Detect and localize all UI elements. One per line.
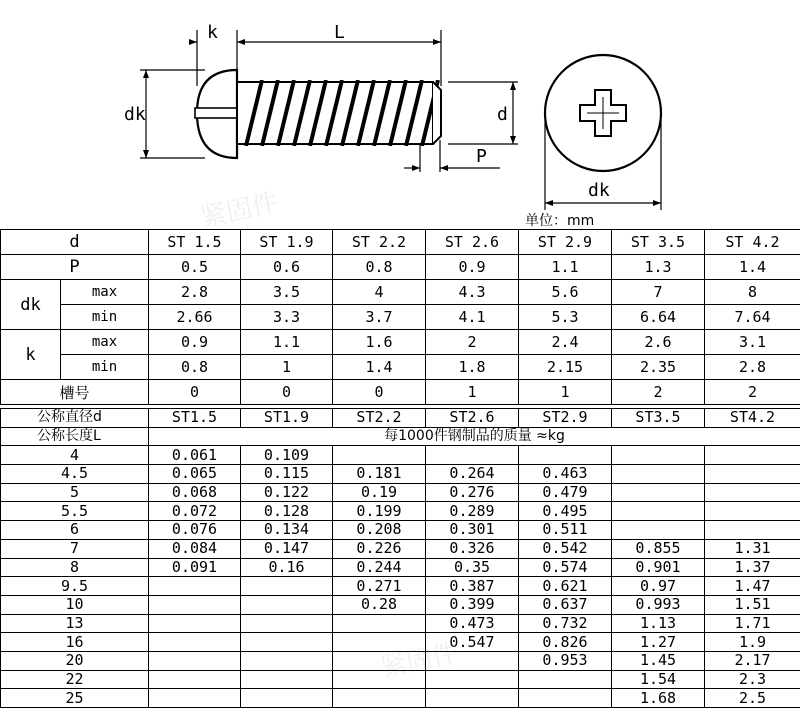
k-max-cell: 3.1 (705, 330, 800, 355)
mass-value-cell: 1.37 (705, 558, 800, 577)
mass-value-cell (241, 614, 333, 633)
mass-value-cell: 0.084 (149, 539, 241, 558)
spec-row-d (1, 230, 800, 255)
k-max-cell: 2.6 (612, 330, 705, 355)
mass-value-cell (241, 633, 333, 652)
length-cell: 7 (1, 539, 149, 558)
dk-min-cell: 4.1 (426, 305, 519, 330)
mass-value-cell: 0.732 (519, 614, 612, 633)
mass-value-cell (149, 689, 241, 708)
dk-min-cell: 3.3 (241, 305, 333, 330)
screw-drawing (0, 0, 800, 226)
mass-value-cell: 1.47 (705, 577, 800, 596)
mass-size-cell: ST2.6 (426, 409, 519, 428)
spec-row-slot (1, 380, 800, 405)
k-min-cell: 0.8 (149, 355, 241, 380)
mass-value-cell (705, 521, 800, 540)
length-cell: 22 (1, 670, 149, 689)
mass-value-cell (519, 689, 612, 708)
pitch-cell: 0.6 (241, 255, 333, 280)
mass-value-cell: 0.061 (149, 446, 241, 465)
spec-row-k-max (1, 330, 800, 355)
dk-side-label: dk (124, 104, 146, 125)
mass-size-cell: ST2.2 (333, 409, 426, 428)
mass-value-cell: 0.621 (519, 577, 612, 596)
length-cell: 6 (1, 521, 149, 540)
mass-value-cell: 1.51 (705, 595, 800, 614)
mass-value-cell: 1.9 (705, 633, 800, 652)
k-max-cell: 0.9 (149, 330, 241, 355)
k-max-cell: 1.1 (241, 330, 333, 355)
k-min-cell: 1.8 (426, 355, 519, 380)
mass-value-cell: 0.244 (333, 558, 426, 577)
dk-max-cell: 7 (612, 280, 705, 305)
slot-cell: 1 (426, 380, 519, 405)
mass-value-cell: 2.17 (705, 651, 800, 670)
mass-value-cell: 0.953 (519, 651, 612, 670)
mass-value-cell: 0.199 (333, 502, 426, 521)
mass-row (1, 577, 800, 596)
mass-value-cell (149, 595, 241, 614)
length-cell: 5.5 (1, 502, 149, 521)
mass-value-cell (612, 483, 705, 502)
P-header: P (1, 255, 149, 280)
mass-value-cell (705, 446, 800, 465)
mass-row (1, 446, 800, 465)
mass-value-cell: 0.35 (426, 558, 519, 577)
mass-value-cell: 1.71 (705, 614, 800, 633)
mass-value-cell (333, 651, 426, 670)
mass-row (1, 633, 800, 652)
length-cell: 10 (1, 595, 149, 614)
mass-value-cell: 0.122 (241, 483, 333, 502)
mass-value-cell: 0.28 (333, 595, 426, 614)
mass-value-cell: 0.208 (333, 521, 426, 540)
k-min-cell: 1.4 (333, 355, 426, 380)
dk-min-cell: 7.64 (705, 305, 800, 330)
mass-value-cell: 1.68 (612, 689, 705, 708)
dk-max-cell: 4 (333, 280, 426, 305)
length-cell: 9.5 (1, 577, 149, 596)
d-dim-label: d (497, 104, 508, 125)
mass-value-cell: 0.463 (519, 465, 612, 484)
max-label: max (61, 280, 149, 305)
min-label: min (61, 355, 149, 380)
size-cell: ST 2.2 (333, 230, 426, 255)
slot-cell: 1 (519, 380, 612, 405)
mass-value-cell: 0.181 (333, 465, 426, 484)
mass-value-cell (426, 689, 519, 708)
dk-min-cell: 6.64 (612, 305, 705, 330)
pitch-cell: 0.8 (333, 255, 426, 280)
dk-min-cell: 5.3 (519, 305, 612, 330)
mass-value-cell (241, 577, 333, 596)
mass-value-cell (149, 651, 241, 670)
max-label: max (61, 330, 149, 355)
slot-header: 槽号 (1, 380, 149, 405)
pitch-cell: 0.5 (149, 255, 241, 280)
P-dim-label: P (476, 146, 487, 167)
dk-max-cell: 2.8 (149, 280, 241, 305)
spec-row-dk-min (1, 305, 800, 330)
mass-table (0, 408, 800, 708)
mass-value-cell: 0.226 (333, 539, 426, 558)
mass-value-cell (705, 465, 800, 484)
mass-body (1, 446, 800, 708)
slot-cell: 0 (333, 380, 426, 405)
mass-value-cell (241, 670, 333, 689)
mass-value-cell: 1.13 (612, 614, 705, 633)
mass-value-cell (241, 595, 333, 614)
k-max-cell: 1.6 (333, 330, 426, 355)
mass-size-cell: ST1.9 (241, 409, 333, 428)
mass-value-cell: 2.5 (705, 689, 800, 708)
k-max-cell: 2 (426, 330, 519, 355)
mass-value-cell (426, 651, 519, 670)
mass-value-cell: 0.271 (333, 577, 426, 596)
mass-value-cell (705, 483, 800, 502)
mass-value-cell: 0.091 (149, 558, 241, 577)
watermark: 紧固件 (378, 638, 461, 684)
mass-value-cell (149, 614, 241, 633)
mass-row (1, 614, 800, 633)
mass-row (1, 539, 800, 558)
size-cell: ST 1.9 (241, 230, 333, 255)
spec-row-dk-max (1, 280, 800, 305)
mass-row (1, 465, 800, 484)
mass-value-cell (519, 670, 612, 689)
mass-row (1, 670, 800, 689)
length-cell: 25 (1, 689, 149, 708)
mass-value-cell: 2.3 (705, 670, 800, 689)
unit-label: 单位：mm (525, 213, 595, 229)
mass-value-cell (612, 521, 705, 540)
k-min-cell: 2.8 (705, 355, 800, 380)
k-dim-label: k (207, 22, 218, 43)
mass-row (1, 483, 800, 502)
mass-value-cell (519, 446, 612, 465)
mass-value-cell: 0.301 (426, 521, 519, 540)
mass-row (1, 521, 800, 540)
mass-value-cell: 1.27 (612, 633, 705, 652)
watermark: 紧固件 (198, 188, 281, 234)
mass-value-cell: 0.072 (149, 502, 241, 521)
dk-front-label: dk (588, 180, 610, 201)
mass-value-cell: 0.065 (149, 465, 241, 484)
dk-min-cell: 2.66 (149, 305, 241, 330)
mass-size-cell: ST3.5 (612, 409, 705, 428)
mass-value-cell (333, 633, 426, 652)
slot-cell: 0 (241, 380, 333, 405)
mass-value-cell: 0.109 (241, 446, 333, 465)
slot-cell: 2 (612, 380, 705, 405)
mass-value-cell: 1.31 (705, 539, 800, 558)
mass-value-cell: 0.473 (426, 614, 519, 633)
nominal-length-header: 公称长度L (1, 427, 149, 446)
mass-value-cell: 0.826 (519, 633, 612, 652)
mass-value-cell: 0.115 (241, 465, 333, 484)
mass-value-cell: 0.479 (519, 483, 612, 502)
k-min-cell: 2.15 (519, 355, 612, 380)
mass-value-cell: 0.542 (519, 539, 612, 558)
size-cell: ST 2.9 (519, 230, 612, 255)
spec-row-k-min (1, 355, 800, 380)
dk-max-cell: 3.5 (241, 280, 333, 305)
pitch-cell: 1.3 (612, 255, 705, 280)
mass-value-cell: 0.076 (149, 521, 241, 540)
mass-value-cell: 0.637 (519, 595, 612, 614)
k-min-cell: 1 (241, 355, 333, 380)
k-header: k (1, 330, 61, 380)
mass-value-cell: 0.19 (333, 483, 426, 502)
nominal-diameter-header: 公称直径d (1, 409, 149, 428)
mass-row (1, 689, 800, 708)
mass-value-cell: 0.495 (519, 502, 612, 521)
length-cell: 16 (1, 633, 149, 652)
mass-value-cell: 0.387 (426, 577, 519, 596)
L-dim-label: L (334, 22, 345, 43)
mass-value-cell (612, 465, 705, 484)
length-cell: 4.5 (1, 465, 149, 484)
length-cell: 13 (1, 614, 149, 633)
mass-value-cell: 0.289 (426, 502, 519, 521)
pitch-cell: 1.4 (705, 255, 800, 280)
mass-value-cell (149, 633, 241, 652)
mass-value-cell: 0.399 (426, 595, 519, 614)
length-cell: 4 (1, 446, 149, 465)
mass-value-cell (333, 689, 426, 708)
dk-max-cell: 8 (705, 280, 800, 305)
mass-caption-row (1, 427, 800, 446)
mass-value-cell: 1.54 (612, 670, 705, 689)
mass-value-cell: 1.45 (612, 651, 705, 670)
mass-value-cell: 0.993 (612, 595, 705, 614)
mass-row (1, 558, 800, 577)
length-cell: 5 (1, 483, 149, 502)
mass-value-cell: 0.547 (426, 633, 519, 652)
dk-max-cell: 4.3 (426, 280, 519, 305)
mass-size-cell: ST4.2 (705, 409, 800, 428)
dk-max-cell: 5.6 (519, 280, 612, 305)
spec-table (0, 229, 800, 405)
slot-cell: 0 (149, 380, 241, 405)
mass-row (1, 595, 800, 614)
mass-value-cell: 0.16 (241, 558, 333, 577)
mass-value-cell: 0.264 (426, 465, 519, 484)
dk-min-cell: 3.7 (333, 305, 426, 330)
mass-value-cell: 0.134 (241, 521, 333, 540)
mass-value-cell (612, 502, 705, 521)
spec-row-P (1, 255, 800, 280)
mass-value-cell: 0.128 (241, 502, 333, 521)
min-label: min (61, 305, 149, 330)
mass-value-cell (705, 502, 800, 521)
size-cell: ST 1.5 (149, 230, 241, 255)
dk-header: dk (1, 280, 61, 330)
mass-value-cell (241, 689, 333, 708)
mass-value-cell (426, 446, 519, 465)
mass-value-cell (612, 446, 705, 465)
pitch-cell: 0.9 (426, 255, 519, 280)
mass-size-cell: ST2.9 (519, 409, 612, 428)
mass-value-cell (333, 670, 426, 689)
mass-row (1, 502, 800, 521)
length-cell: 8 (1, 558, 149, 577)
mass-value-cell (333, 446, 426, 465)
mass-value-cell: 0.97 (612, 577, 705, 596)
k-min-cell: 2.35 (612, 355, 705, 380)
size-cell: ST 4.2 (705, 230, 800, 255)
mass-value-cell: 0.901 (612, 558, 705, 577)
mass-row (1, 651, 800, 670)
mass-value-cell (149, 577, 241, 596)
mass-header-row (1, 409, 800, 428)
mass-size-cell: ST1.5 (149, 409, 241, 428)
pitch-cell: 1.1 (519, 255, 612, 280)
mass-value-cell: 0.574 (519, 558, 612, 577)
mass-value-cell (241, 651, 333, 670)
mass-value-cell: 0.147 (241, 539, 333, 558)
mass-caption: 每1000件钢制品的质量 ≈kg (149, 427, 800, 446)
mass-value-cell: 0.326 (426, 539, 519, 558)
d-header: d (1, 230, 149, 255)
mass-value-cell: 0.855 (612, 539, 705, 558)
mass-value-cell (426, 670, 519, 689)
mass-value-cell (333, 614, 426, 633)
size-cell: ST 3.5 (612, 230, 705, 255)
k-max-cell: 2.4 (519, 330, 612, 355)
slot-cell: 2 (705, 380, 800, 405)
size-cell: ST 2.6 (426, 230, 519, 255)
mass-value-cell (149, 670, 241, 689)
mass-value-cell: 0.068 (149, 483, 241, 502)
length-cell: 20 (1, 651, 149, 670)
mass-value-cell: 0.511 (519, 521, 612, 540)
mass-value-cell: 0.276 (426, 483, 519, 502)
